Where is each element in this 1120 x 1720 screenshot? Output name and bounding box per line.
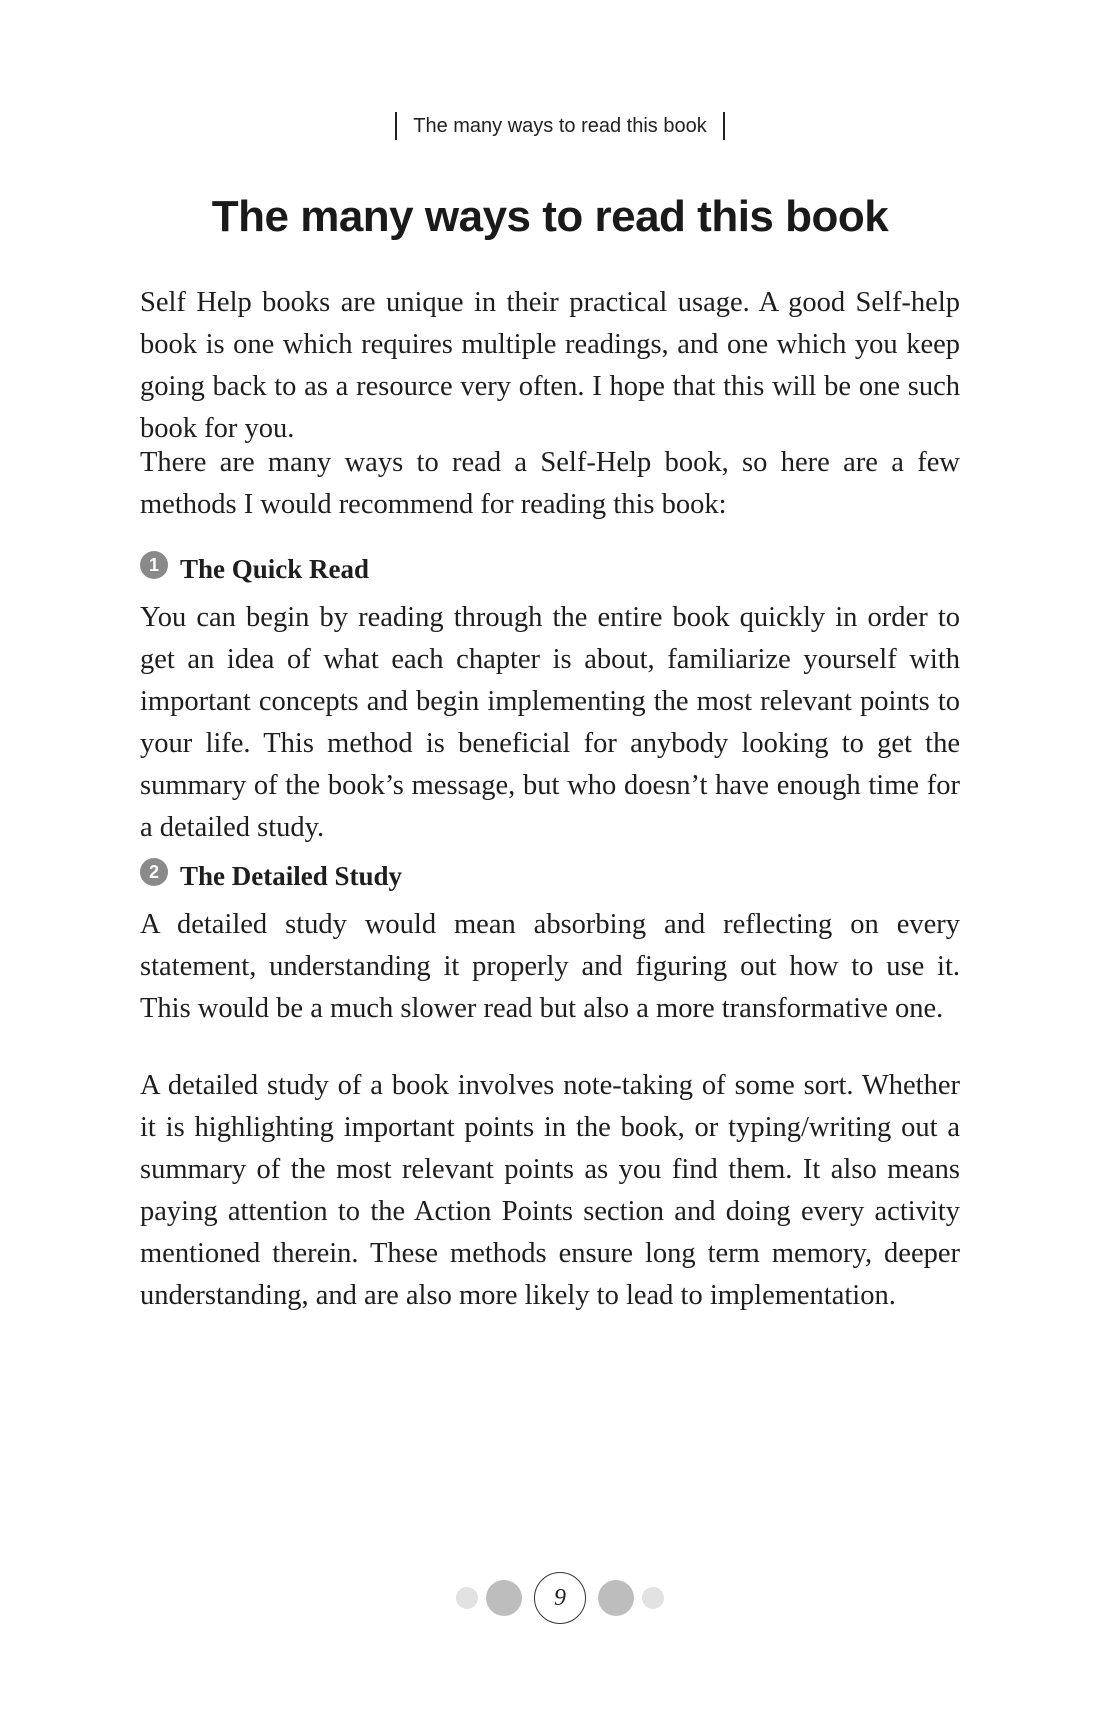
running-head — [0, 112, 1120, 140]
section-2-body-1 — [140, 904, 960, 1030]
number-2-icon: 2 — [140, 858, 168, 886]
section-1-heading — [140, 549, 960, 589]
section-1-paragraph-1: You can begin by reading through the entire book quickly in order to get an idea of what each chapter is about, familiarize yourself with important concepts and begin implementing the most relevant points to your life. This method is beneficial for anybody looking to get the summary of the book’s message, but who doesn’t have enough time for a detailed study. — [140, 602, 960, 843]
section-1-body — [140, 597, 960, 849]
section-2-body-2 — [140, 1065, 960, 1317]
page-number-ornament — [0, 1568, 1120, 1628]
section-2-paragraph-2: A detailed study of a book involves note-taking of some sort. Whether it is highlighting important points in the book, or typing/writing out a summary of the most relevant points as you find them. It also means paying attention to the Action Points section and doing every activity mentioned therein. These methods ensure long term memory, deeper understanding, and are also more likely to lead to implementation. — [140, 1070, 960, 1311]
section-heading: The Quick Read — [180, 554, 370, 584]
intro-block-2 — [140, 442, 960, 526]
ornament-dot-icon — [598, 1580, 634, 1616]
running-head-text: The many ways to read this book — [395, 112, 724, 140]
section-heading: The Detailed Study — [180, 861, 403, 891]
intro-block — [140, 282, 960, 450]
ornament-dot-icon — [642, 1587, 664, 1609]
page-number: 9 — [534, 1572, 586, 1624]
page-title: The many ways to read this book — [211, 192, 889, 241]
section-2-paragraph-1: A detailed study would mean absorbing and reflecting on every statement, understanding it properly and figuring out how to use it. This would be a much slower read but also a more transformative one. — [140, 909, 960, 1024]
ornament-dot-icon — [456, 1587, 478, 1609]
section-2-heading — [140, 856, 960, 896]
number-1-icon: 1 — [140, 551, 168, 579]
ornament-dot-icon — [486, 1580, 522, 1616]
intro-paragraph-1: Self Help books are unique in their practical usage. A good Self-help book is one which requires multiple readings, and one which you keep going back to as a resource very often. I hope that this will be one such book for you. — [140, 287, 960, 444]
intro-paragraph-2: There are many ways to read a Self-Help book, so here are a few methods I would recommend for reading this book: — [140, 447, 960, 520]
